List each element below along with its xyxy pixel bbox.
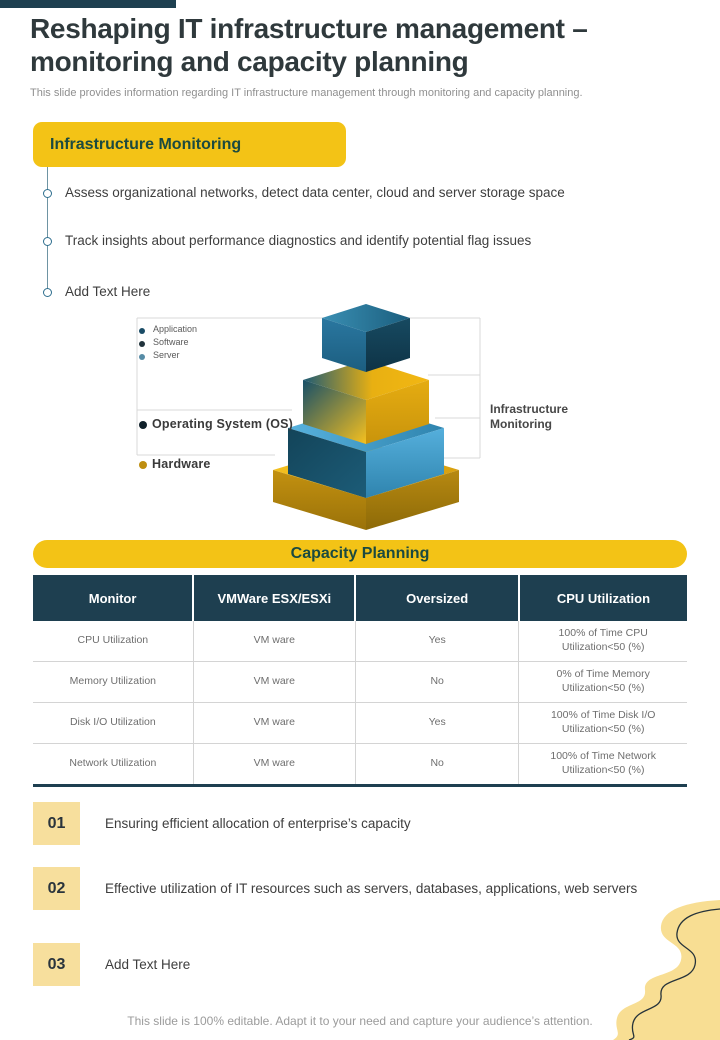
table-cell: No <box>355 744 519 786</box>
legend-label-application: Application <box>153 324 198 334</box>
table-cell: Disk I/O Utilization <box>33 703 193 744</box>
page-title <box>30 12 700 78</box>
column-header-oversized: Oversized <box>355 575 519 621</box>
legend-label-hardware: Hardware <box>152 457 211 471</box>
number-label: 03 <box>47 955 66 973</box>
legend-dot-application <box>139 328 145 334</box>
numbered-item-text: Add Text Here <box>105 957 191 972</box>
table-cell: No <box>355 662 519 703</box>
numbered-item-text: Effective utilization of IT resources such as servers, databases, applications, web servers <box>105 881 638 896</box>
top-accent-bar <box>0 0 176 8</box>
table-cell: 100% of Time Network Utilization<50 (%) <box>550 750 657 776</box>
bullet-item: Add Text Here <box>65 284 151 299</box>
blob-fill <box>613 900 720 1040</box>
legend-label-server: Server <box>153 350 180 360</box>
table-cell: VM ware <box>193 744 355 786</box>
bullet-circle-icon <box>43 288 52 297</box>
numbered-item-text: Ensuring efficient allocation of enterprise’s capacity <box>105 816 411 831</box>
bullet-circle-icon <box>43 237 52 246</box>
callout-line2: Monitoring <box>490 417 552 431</box>
legend-dot-hardware <box>139 461 147 469</box>
legend-label-operating-system: Operating System (OS) <box>152 417 294 431</box>
capacity-planning-pill <box>33 540 687 568</box>
table-row <box>33 703 687 744</box>
number-label: 01 <box>47 814 66 832</box>
bullet-circle-icon <box>43 189 52 198</box>
footer-note: This slide is 100% editable. Adapt it to your need and capture your audience’s attention. <box>127 1014 593 1028</box>
number-box-01 <box>33 802 80 845</box>
capacity-table <box>33 575 687 787</box>
table-cell: 0% of Time Memory Utilization<50 (%) <box>519 662 687 703</box>
pill-label: Capacity Planning <box>290 545 430 562</box>
table-cell: Yes <box>355 621 519 662</box>
table-row <box>33 621 687 662</box>
number-label: 02 <box>47 879 66 897</box>
table-cell: VM ware <box>193 662 355 703</box>
legend-dot-software <box>139 341 145 347</box>
bullet-item: Track insights about performance diagnostics and identify potential flag issues <box>65 233 532 248</box>
table-cell: VM ware <box>193 621 355 662</box>
pyramid-callout-label <box>490 402 568 432</box>
table-cell: Network Utilization <box>33 744 193 786</box>
bullet-connector-line <box>47 167 48 292</box>
page-title-line1: Reshaping IT infrastructure management – <box>30 13 588 44</box>
page-title-line2: monitoring and capacity planning <box>30 46 469 78</box>
table-cell: CPU Utilization <box>33 621 193 662</box>
number-box-03 <box>33 943 80 986</box>
legend-label-software: Software <box>153 337 189 347</box>
table-cell: 100% of Time Disk I/O Utilization<50 (%) <box>519 703 687 744</box>
table-row <box>33 662 687 703</box>
badge-label: Infrastructure Monitoring <box>50 135 242 153</box>
number-box-02 <box>33 867 80 910</box>
page-subtitle: This slide provides information regarding IT infrastructure management through monitoring and capacity planning. <box>30 87 583 99</box>
pyramid-top-cube <box>322 304 410 372</box>
callout-line1: Infrastructure <box>490 402 569 416</box>
table-cell: Yes <box>355 703 519 744</box>
decorative-blob <box>585 900 720 1040</box>
column-header-vmware: VMWare ESX/ESXi <box>193 575 355 621</box>
table-cell: VM ware <box>193 703 355 744</box>
bullet-item: Assess organizational networks, detect data center, cloud and server storage space <box>65 185 565 200</box>
infrastructure-monitoring-badge <box>33 122 346 167</box>
column-header-monitor: Monitor <box>33 575 193 621</box>
table-row <box>33 744 687 786</box>
capacity-table-body <box>33 621 687 786</box>
legend-dot-server <box>139 354 145 360</box>
legend-dot-operating-system <box>139 421 147 429</box>
table-cell: Memory Utilization <box>33 662 193 703</box>
table-cell: 100% of Time CPU Utilization<50 (%) <box>519 621 687 662</box>
table-header-row <box>33 575 687 621</box>
column-header-cpu-utilization: CPU Utilization <box>519 575 687 621</box>
